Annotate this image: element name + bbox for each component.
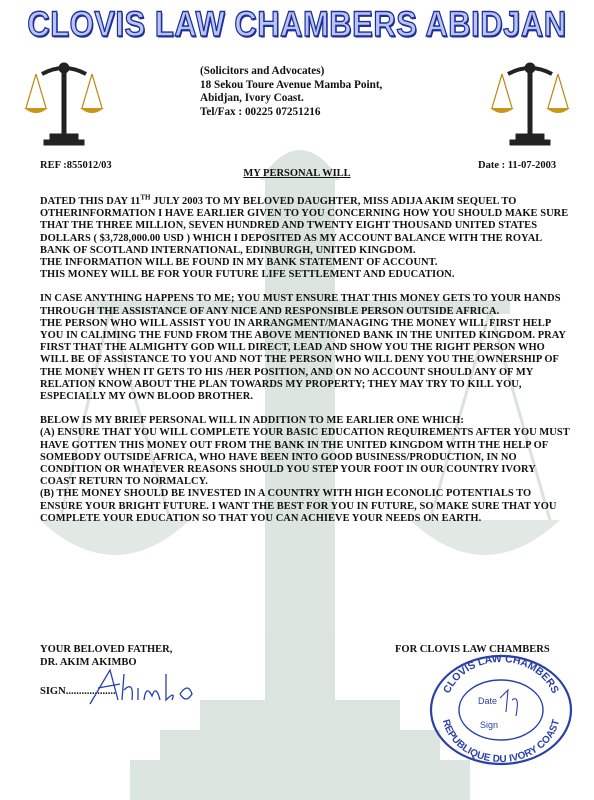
- letter-date: Date : 11-07-2003: [478, 160, 557, 171]
- paragraph: THE PERSON WHO WILL ASSIST YOU IN ARRANGMENT/MANAGING THE MONEY WILL FIRST HELP YOU IN CALIMING THE FUND FROM THE ABOVE MENTIONED BANK IN THE UNITED KINGDOM. PRAY FIRST THAT THE ALMIGHTY GOD WILL DIRECT, LEAD AND SHOW YOU THE RIGHT PERSON WHO WILL BE OF ASSISTANCE TO YOU AND NOT THE PERSON WHO WILL DENY YOU THE OWNERSHIP OF THE MONEY WHEN IT GETS TO HIS /HER POSITION, AND ON NO ACCOUNT SHOULD ANY OF MY RELATION KNOW ABOUT THE PLAN TOWARDS MY PROPERTY; THEY MAY TRY TO KILL YOU, ESPECIALLY MY OWN BLOOD BROTHER.: [40, 317, 566, 403]
- paragraph: BELOW IS MY BRIEF PERSONAL WILL IN ADDITION TO ME EARLIER ONE WHICH:: [40, 415, 464, 427]
- paragraph: IN CASE ANYTHING HAPPENS TO ME; YOU MUST ENSURE THAT THIS MONEY GETS TO YOUR HANDS THROUGH THE ASSISTANCE OF ANY NICE AND RESPONSIBLE PERSON OUTSIDE AFRICA.: [40, 293, 561, 317]
- firm-signature-line: FOR CLOVIS LAW CHAMBERS: [395, 644, 550, 655]
- firm-address: [200, 65, 382, 119]
- signatory-name: DR. AKIM AKIMBO: [40, 656, 137, 668]
- paragraph: (A) ENSURE THAT YOU WILL COMPLETE YOUR BASIC EDUCATION REQUIREMENTS AFTER YOU MUST HAVE GOTTEN THIS MONEY OUT FROM THE BANK IN THE UNITED KINGDOM WITH THE HELP OF SOMEBODY OUTSIDE AFRICA, WHO HAVE BEEN INTO GOOD BUSINESS/PRODUCTION, IN NO CONDITION OR WHATEVER REASONS SHOULD YOU STEP YOUR FOOT IN OUR COUNTRY IVORY COAST RETURN TO NORMALCY.: [40, 427, 570, 488]
- superscript: TH: [140, 193, 151, 202]
- address-line: Abidjan, Ivory Coast.: [200, 92, 304, 104]
- stamp-date-label: Date: [478, 696, 498, 706]
- closing-line: YOUR BELOVED FATHER,: [40, 644, 173, 655]
- handwritten-signature: [80, 660, 210, 710]
- reference-number: REF :855012/03: [40, 160, 112, 171]
- stamp-top-text: CLOVIS LAW CHAMBERS: [440, 652, 562, 696]
- paragraph: (B) THE MONEY SHOULD BE INVESTED IN A COUNTRY WITH HIGH ECONOLIC POTENTIALS TO ENSURE YOUR BRIGHT FUTURE. I WANT THE BEST FOR YOU IN FUTURE, SO MAKE SURE THAT YOU COMPLETE YOUR EDUCATION SO THAT YOU CAN ACHIEVE YOUR NEEDS ON EARTH.: [40, 488, 557, 524]
- stamp-sign-label: Sign: [480, 720, 499, 730]
- official-stamp: [428, 650, 574, 766]
- paragraph: THIS MONEY WILL BE FOR YOUR FUTURE LIFE SETTLEMENT AND EDUCATION.: [40, 269, 455, 281]
- address-line: (Solicitors and Advocates): [200, 65, 325, 77]
- firm-title: CLOVIS LAW CHAMBERS ABIDJAN: [27, 4, 567, 45]
- paragraph: THE INFORMATION WILL BE FOUND IN MY BANK STATEMENT OF ACCOUNT.: [40, 257, 438, 269]
- address-line: 18 Sekou Toure Avenue Mamba Point,: [200, 78, 383, 91]
- scales-of-justice-left-icon: [22, 58, 106, 146]
- paragraph: [40, 193, 570, 257]
- scales-of-justice-right-icon: [488, 58, 572, 146]
- document-heading: MY PERSONAL WILL: [243, 168, 351, 179]
- paragraph-text: DATED THIS DAY 11: [40, 196, 141, 207]
- stamp-bottom-text: REPUBLIQUE DU IVORY COAST: [439, 718, 563, 766]
- paragraph-text: JULY 2003 TO MY BELOVED DAUGHTER, MISS ADIJA AKIM SEQUEL TO OTHERINFORMATION I HAVE EARLIER GIVEN TO YOU CONCERNING HOW YOU SHOULD MAKE SURE THAT THE THREE MILLION, SEVEN HUNDRED AND TWENTY EIGHT THOUSAND UNITED STATES DOLLARS ( $3,728,000.00 USD ) WHICH I DEPOSITED AS MY ACCOUNT BALANCE WITH THE ROYAL BANK OF SCOTLAND INTERNATIONAL, EDINBURGH, UNITED KINGDOM.: [40, 196, 569, 256]
- sign-dots: ...................: [65, 686, 116, 697]
- address-line: Tel/Fax : 00225 07251216: [200, 105, 321, 118]
- letter-body: [40, 193, 570, 525]
- sign-label: SIGN: [40, 686, 66, 697]
